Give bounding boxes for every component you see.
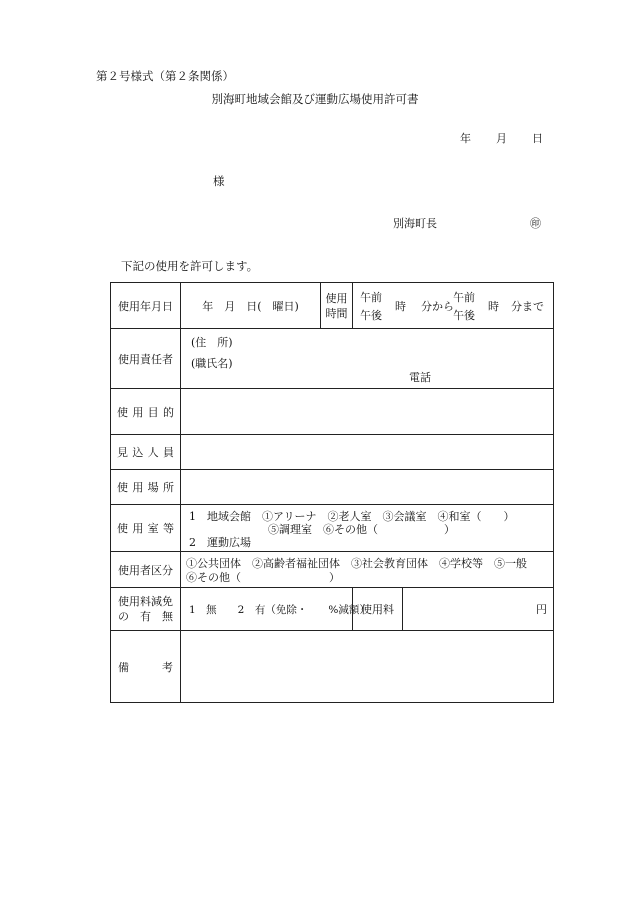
remarks-label-1: 備 [118, 660, 129, 674]
row-responsible [111, 329, 554, 389]
fee-options[interactable] [181, 588, 370, 631]
row-fee [111, 588, 554, 631]
usage-date-value[interactable] [181, 283, 321, 329]
addressee-honorific: 様 [213, 174, 225, 188]
permit-form-table [110, 282, 554, 703]
label-purpose [111, 389, 181, 435]
responsible-address-label: (住 所) [191, 336, 233, 349]
category-line-2: ⑥その他（ ） [186, 571, 340, 584]
label-fee [111, 588, 181, 631]
remarks-label-2: 考 [162, 660, 173, 674]
label-place [111, 470, 181, 505]
time-pm-1: 午後 [360, 309, 382, 322]
purpose-value[interactable] [181, 389, 554, 435]
remarks-value[interactable] [181, 631, 554, 703]
label-responsible: 使用責任者 [111, 329, 181, 389]
fee-options-text: 1 無 2 有（免除・ %減額） [189, 603, 370, 616]
time-hour-2: 時 [488, 300, 499, 313]
rooms-line-2: ⑤調理室 ⑥その他（ ） [268, 523, 455, 536]
issuer-name: 別海町長 [393, 217, 437, 230]
time-pm-2: 午後 [453, 309, 475, 322]
responsible-value[interactable] [181, 329, 554, 389]
row-remarks [111, 631, 554, 703]
rooms-line-1: 1 地域会館 ①アリーナ ②老人室 ③会議室 ④和室（ ） [189, 510, 515, 523]
row-place [111, 470, 554, 505]
usage-date-text: 年 月 日( 曜日) [202, 299, 299, 313]
responsible-phone-label: 電話 [409, 371, 431, 384]
usage-time-label-2: 時間 [325, 306, 348, 320]
rooms-label-text: 使 用 室 等 [117, 522, 174, 535]
label-remarks [111, 631, 181, 703]
date-year: 年 [460, 132, 471, 145]
row-category [111, 552, 554, 588]
expected-value[interactable] [181, 435, 554, 470]
time-until: 分まで [511, 300, 544, 313]
row-expected [111, 435, 554, 470]
date-day: 日 [532, 132, 543, 145]
fee-label-line-2: の 有 無 [118, 610, 173, 623]
document-title: 別海町地域会館及び運動広場使用許可書 [211, 92, 419, 106]
place-value[interactable] [181, 470, 554, 505]
date-month: 月 [496, 132, 507, 145]
time-from: 分から [421, 300, 454, 313]
row-purpose [111, 389, 554, 435]
expected-label-text: 見 込 人 員 [117, 446, 174, 459]
row-usage-date [111, 283, 554, 329]
label-expected [111, 435, 181, 470]
time-am-2: 午前 [453, 291, 475, 304]
fee-label-line-1: 使用料減免 [118, 595, 173, 608]
category-line-1: ①公共団体 ②高齢者福祉団体 ③社会教育団体 ④学校等 ⑤一般 [186, 557, 527, 570]
category-value[interactable] [181, 552, 554, 588]
usage-time-label-1: 使用 [325, 291, 348, 305]
row-rooms [111, 505, 554, 552]
responsible-name-label: (職氏名) [191, 357, 233, 370]
place-label-text: 使 用 場 所 [117, 481, 174, 494]
fee-amount-value[interactable] [403, 588, 554, 631]
time-hour-1: 時 [395, 300, 406, 313]
yen-label: 円 [536, 603, 547, 616]
purpose-label-text: 使 用 目 的 [117, 405, 174, 419]
usage-time-value[interactable] [353, 283, 554, 329]
label-rooms [111, 505, 181, 552]
label-category: 使用者区分 [111, 552, 181, 588]
rooms-line-3: 2 運動広場 [189, 536, 251, 549]
rooms-value[interactable] [181, 505, 554, 552]
time-am-1: 午前 [360, 291, 382, 304]
label-fee-amount: 使用料 [353, 588, 403, 631]
label-usage-date: 使用年月日 [111, 283, 181, 329]
form-number-label: 第２号様式（第２条関係） [96, 69, 234, 83]
label-usage-time [321, 283, 353, 329]
seal-mark: ㊞ [530, 217, 541, 230]
intro-text: 下記の使用を許可します。 [121, 259, 259, 273]
